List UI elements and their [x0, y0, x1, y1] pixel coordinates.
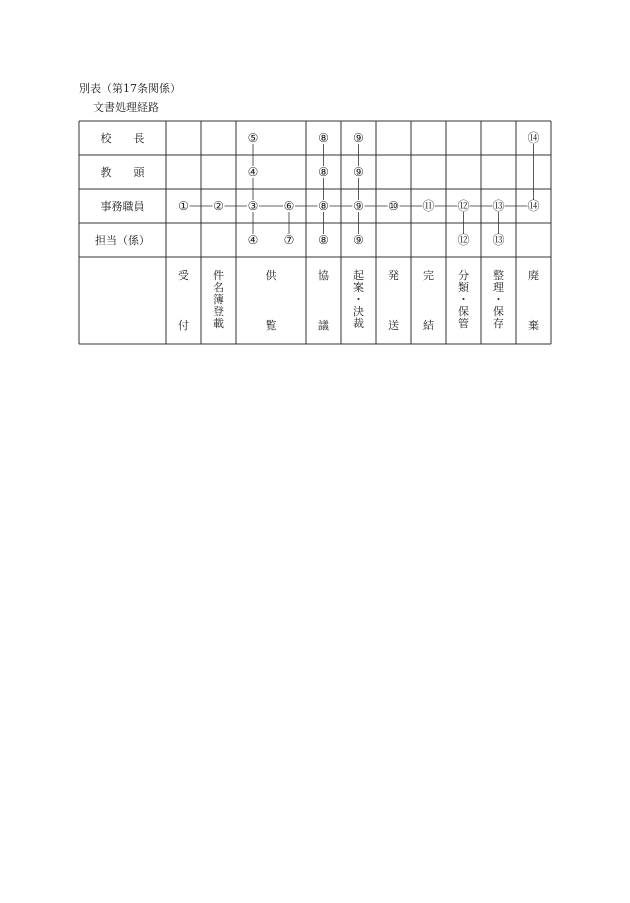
stage-label-char: 結: [423, 319, 434, 332]
role-label-tanto: 担当（係）: [95, 234, 150, 247]
stage-label-char: 理: [493, 281, 504, 294]
step-number: ⑨: [353, 165, 364, 179]
step-number: ⑨: [353, 199, 364, 213]
stage-label-char: 完: [423, 269, 434, 282]
stage-label-char: 載: [213, 317, 224, 330]
stage-label-char: ・: [353, 293, 364, 306]
stage-label-char: 分: [458, 269, 469, 282]
step-number: ⑦: [283, 233, 295, 247]
page-subtitle: 文書処理経路: [93, 101, 159, 114]
step-number: ⑫: [457, 199, 470, 213]
stage-label: [423, 269, 434, 332]
stage-label: [178, 269, 189, 332]
stage-label: [213, 268, 224, 330]
step-number: ⑪: [422, 199, 435, 213]
stage-label: [318, 268, 329, 332]
stage-label-char: ・: [493, 293, 504, 306]
role-label-kyoto: 教 頭: [100, 166, 145, 179]
step-number: ⑤: [247, 131, 259, 145]
step-number: ⑬: [492, 233, 505, 247]
stage-label-char: 受: [178, 269, 189, 282]
step-number: ⑫: [457, 233, 470, 247]
stage-label-char: 議: [318, 319, 329, 332]
stage-label-char: 案: [353, 281, 364, 294]
stage-label: [388, 268, 399, 332]
step-number: ⑬: [492, 199, 505, 213]
stage-label-char: 登: [213, 305, 224, 318]
stage-label-char: 送: [388, 319, 399, 332]
stage-label-char: 裁: [353, 317, 364, 330]
stage-label-char: 保: [458, 305, 469, 318]
stage-label-char: 覧: [265, 319, 277, 332]
step-number: ⑨: [353, 233, 364, 247]
page-title: 別表（第17条関係）: [79, 82, 181, 95]
step-number: ⑭: [527, 131, 540, 145]
stage-label-char: 決: [353, 305, 364, 318]
stage-label-char: 存: [493, 317, 504, 330]
stage-label: [528, 268, 539, 332]
stage-label-char: 供: [265, 269, 277, 282]
stage-label-char: 保: [493, 305, 504, 318]
step-number: ⑥: [283, 199, 295, 213]
step-number: ①: [178, 199, 189, 213]
table-grid: [79, 121, 551, 344]
stage-label-char: 協: [318, 269, 329, 282]
stage-label-char: 起: [353, 269, 364, 282]
stage-label-char: 類: [458, 281, 469, 294]
step-number: ⑧: [318, 199, 329, 213]
step-number: ⑩: [388, 199, 399, 213]
step-number: ③: [247, 199, 259, 213]
stage-label-char: 件: [213, 269, 224, 282]
step-number: ⑧: [318, 233, 329, 247]
step-number: ⑨: [353, 131, 364, 145]
stage-label-char: ・: [458, 293, 469, 306]
step-number: ②: [213, 199, 224, 213]
step-number: ⑧: [318, 165, 329, 179]
stage-label: [458, 268, 469, 330]
step-number: ④: [247, 233, 259, 247]
stage-label-char: 管: [458, 317, 469, 330]
step-number: ⑧: [318, 131, 329, 145]
stage-label-char: 簿: [213, 293, 224, 306]
stage-label: [493, 268, 504, 330]
stage-label: [353, 268, 364, 330]
step-number: ④: [247, 165, 259, 179]
stage-label-char: 発: [388, 269, 399, 282]
stage-label: [266, 268, 278, 332]
stage-label-char: 棄: [528, 319, 539, 332]
step-number: ⑭: [527, 199, 540, 213]
stage-label-char: 名: [213, 281, 224, 294]
role-label-jimu: 事務職員: [100, 200, 145, 213]
stage-label-char: 付: [178, 319, 189, 332]
stage-label-char: 廃: [528, 269, 539, 282]
role-label-kocho: 校 長: [100, 132, 145, 145]
stage-label-char: 整: [493, 269, 504, 282]
